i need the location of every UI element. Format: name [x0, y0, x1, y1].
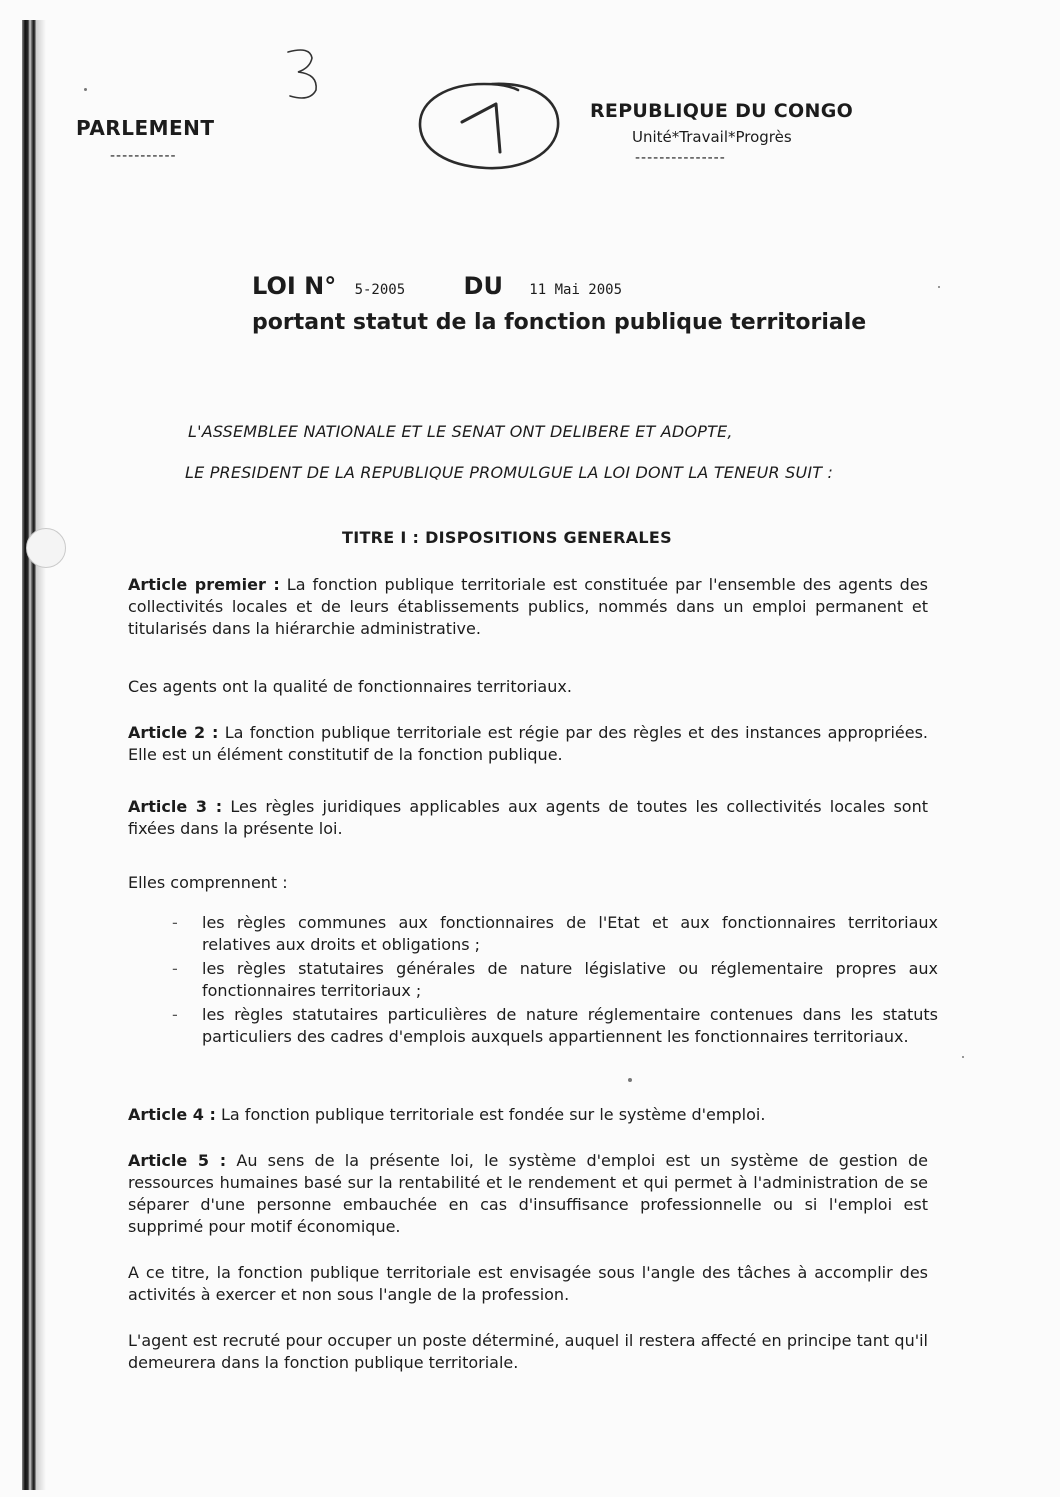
law-reference: [252, 272, 622, 300]
article-2-text: La fonction publique territoriale est régie par des règles et des instances appropriées. Elle est un élément constitutif de la fonction publique.: [128, 723, 928, 764]
republic-separator: ---------------: [635, 150, 726, 166]
article-1: [128, 574, 928, 640]
law-subtitle: portant statut de la fonction publique territoriale: [252, 310, 867, 335]
binding-edge: [22, 20, 36, 1490]
article-4: [128, 1104, 928, 1126]
article-5-paragraph-2: A ce titre, la fonction publique territoriale est envisagée sous l'angle des tâches à accomplir des activités à exercer et non sous l'angle de la profession.: [128, 1263, 928, 1304]
parliament-separator: -----------: [110, 148, 177, 164]
law-du: DU: [463, 272, 503, 300]
article-3-list: [168, 912, 938, 1050]
republic-title: REPUBLIQUE DU CONGO: [590, 100, 854, 122]
article-1-label: Article premier :: [128, 575, 280, 594]
article-3: [128, 796, 928, 840]
law-date: 11 Mai 2005: [529, 282, 623, 298]
binding-shadow: [36, 20, 46, 1490]
punch-hole: [26, 528, 66, 568]
scan-speck: [628, 1078, 632, 1082]
scan-speck: [962, 1056, 964, 1058]
law-number: 5-2005: [354, 282, 406, 298]
article-5-paragraph-3: L'agent est recruté pour occuper un poste déterminé, auquel il restera affecté en principe tant qu'il demeurera dans la fonction publique territoriale.: [128, 1331, 928, 1372]
article-5-label: Article 5 :: [128, 1151, 227, 1170]
parliament-title: PARLEMENT: [76, 116, 215, 140]
article-4-text: La fonction publique territoriale est fondée sur le système d'emploi.: [221, 1105, 766, 1124]
handwritten-three-mark: [280, 44, 330, 104]
preamble-adoption: L'ASSEMBLEE NATIONALE ET LE SENAT ONT DELIBERE ET ADOPTE,: [188, 422, 733, 441]
list-item: - les règles communes aux fonctionnaires de l'Etat et aux fonctionnaires territoriaux relatives aux droits et obligations ;: [168, 912, 938, 956]
article-3-text: Les règles juridiques applicables aux agents de toutes les collectivités locales sont fixées dans la présente loi.: [128, 797, 928, 838]
scan-speck: [938, 286, 940, 288]
handwritten-circled-one: [414, 78, 564, 174]
article-3-intro: Elles comprennent :: [128, 873, 288, 892]
article-2: [128, 722, 928, 766]
list-item: - les règles statutaires particulières de nature réglementaire contenues dans les statuts particuliers des cadres d'emplois auxquels appartiennent les fonctionnaires territoriaux.: [168, 1004, 938, 1048]
article-3-label: Article 3 :: [128, 797, 223, 816]
article-4-label: Article 4 :: [128, 1105, 216, 1124]
article-5-text: Au sens de la présente loi, le système d'emploi est un système de gestion de ressources humaines basé sur la rentabilité et le rendement et qui permet à l'administration de se séparer d'une personne embauchée en cas d'insuffisance professionnelle ou si l'emploi est supprimé pour motif économique.: [128, 1151, 928, 1236]
article-1-text: La fonction publique territoriale est constituée par l'ensemble des agents des collectivités locales et de leurs établissements publics, nommés dans un emploi permanent et titularisés dans la hiérarchie administrative.: [128, 575, 929, 638]
republic-motto: Unité*Travail*Progrès: [632, 128, 792, 146]
article-5: [128, 1150, 928, 1238]
list-item: - les règles statutaires générales de nature législative ou réglementaire propres aux fonctionnaires territoriaux ;: [168, 958, 938, 1002]
law-prefix: LOI N°: [252, 272, 337, 300]
preamble-promulgation: LE PRESIDENT DE LA REPUBLIQUE PROMULGUE LA LOI DONT LA TENEUR SUIT :: [185, 463, 834, 482]
section-title: TITRE I : DISPOSITIONS GENERALES: [342, 528, 672, 547]
scan-speck: [84, 88, 87, 91]
article-1-paragraph-2: Ces agents ont la qualité de fonctionnaires territoriaux.: [128, 677, 572, 696]
article-2-label: Article 2 :: [128, 723, 219, 742]
